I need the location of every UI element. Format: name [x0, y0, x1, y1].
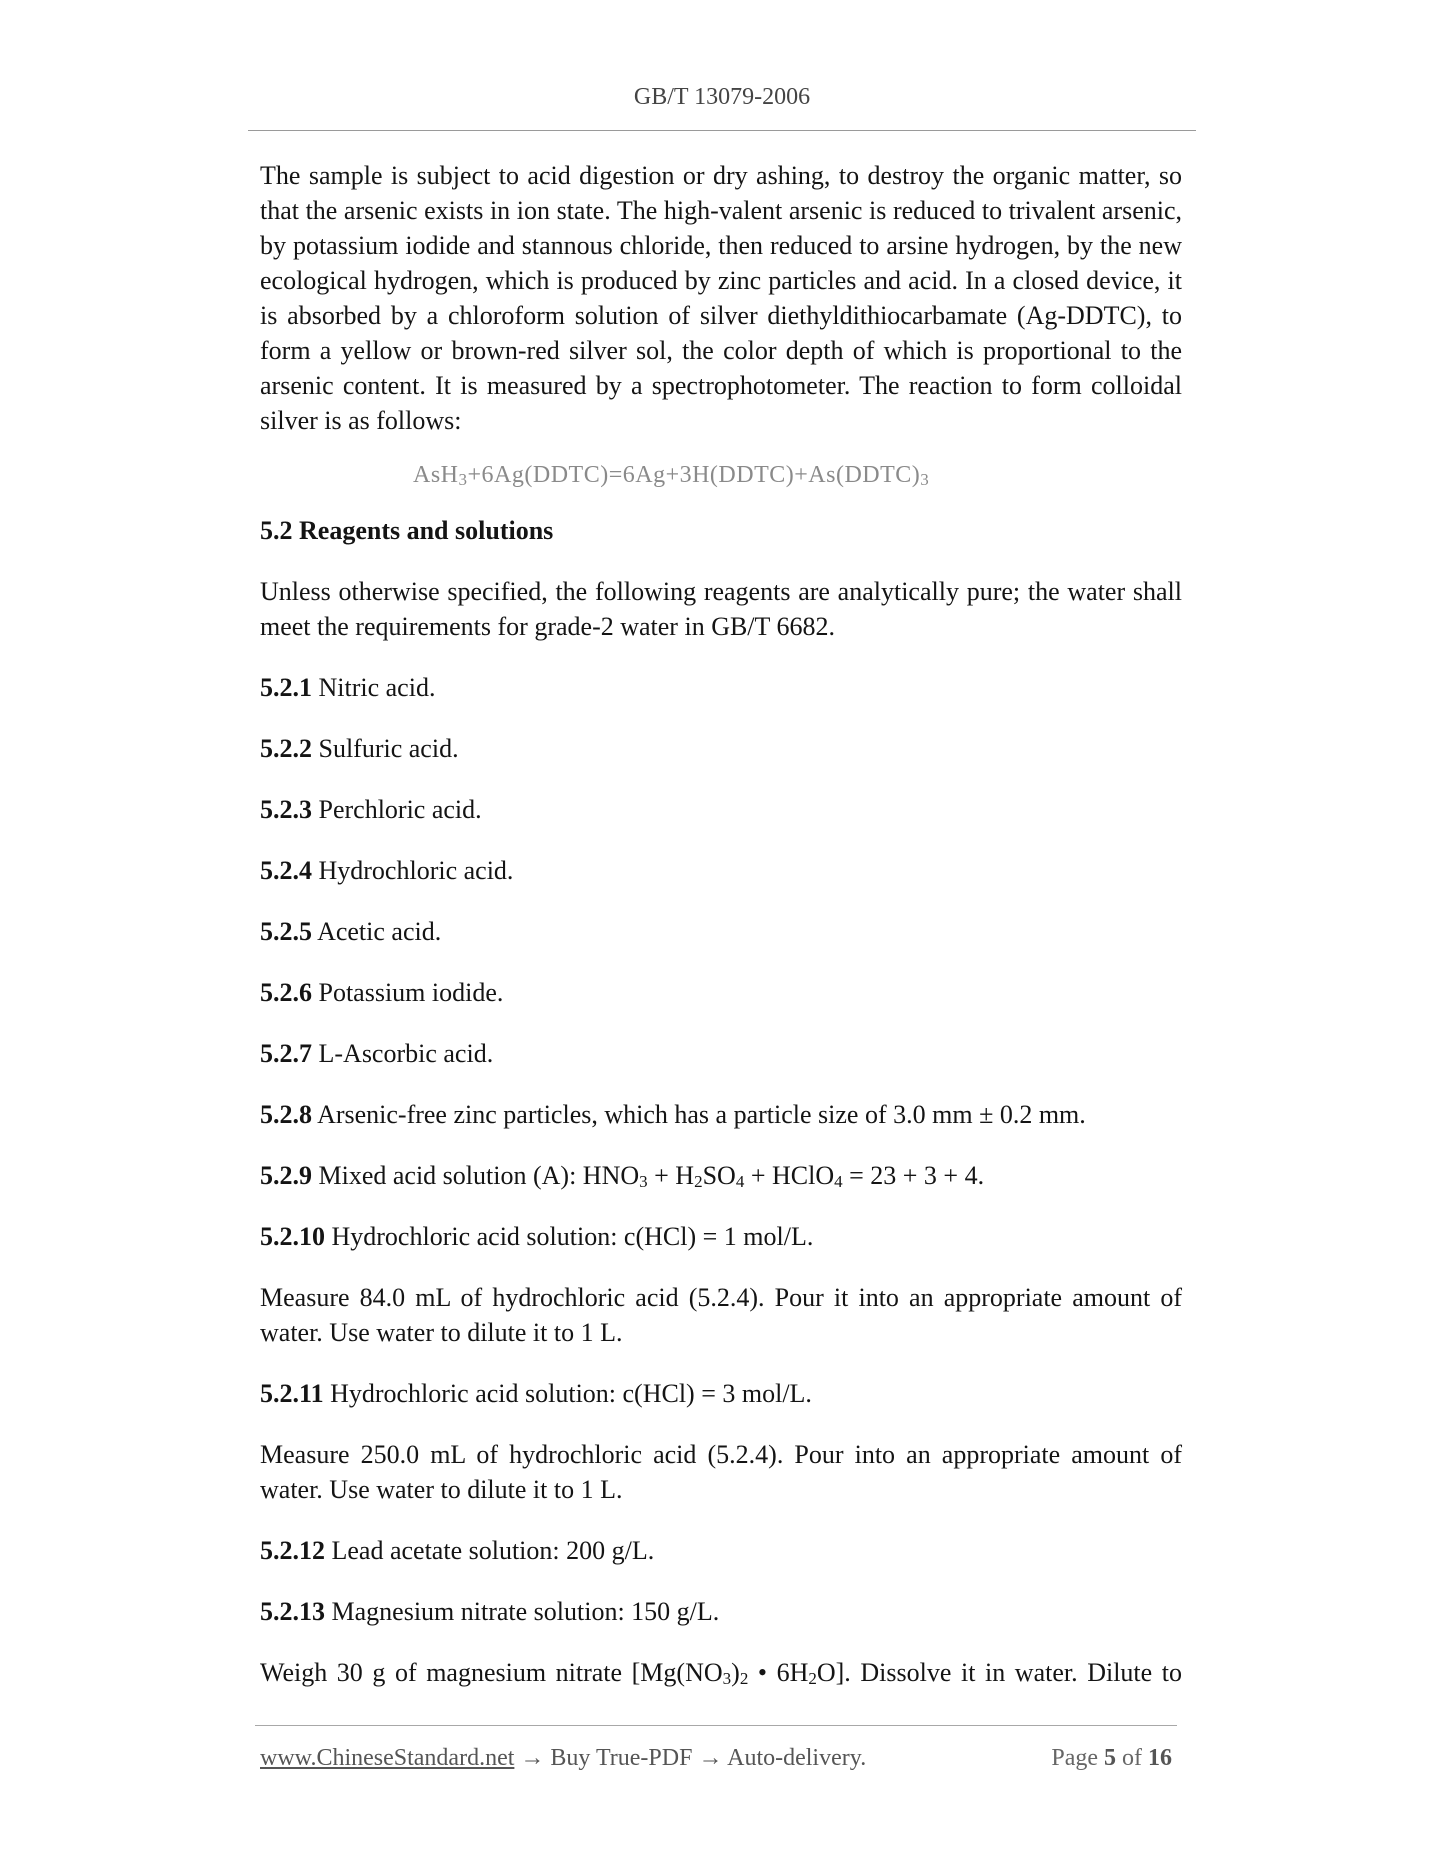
list-item — [260, 853, 1182, 888]
item-text: Arsenic-free zinc particles, which has a particle size of 3.0 mm ± 0.2 mm. — [312, 1100, 1086, 1129]
item-text: = 23 + 3 + 4. — [842, 1161, 985, 1190]
item-text: Hydrochloric acid. — [312, 856, 514, 885]
list-item-mixed-acid — [260, 1158, 1182, 1193]
item-text: Potassium iodide. — [312, 978, 504, 1007]
list-item — [260, 975, 1182, 1010]
item-number: 5.2.9 — [260, 1161, 312, 1190]
item-number: 5.2.10 — [260, 1222, 325, 1251]
item-text: Acetic acid. — [312, 917, 442, 946]
formula-subscript: 3 — [639, 1172, 648, 1191]
item-text: Magnesium nitrate solution: 150 g/L. — [325, 1597, 720, 1626]
list-item — [260, 1376, 1182, 1411]
item-number: 5.2.11 — [260, 1379, 324, 1408]
equation-subscript: 3 — [920, 470, 930, 489]
header-divider — [248, 130, 1196, 131]
item-text: L-Ascorbic acid. — [312, 1039, 494, 1068]
page-indicator — [1051, 1745, 1172, 1772]
item-text: Nitric acid. — [312, 673, 436, 702]
item-detail: Measure 250.0 mL of hydrochloric acid (5.2.4). Pour into an appropriate amount of water. Use water to dilute it to 1 L. — [260, 1440, 1182, 1504]
list-item — [260, 1219, 1182, 1254]
item-number: 5.2.12 — [260, 1536, 325, 1565]
item-text: Hydrochloric acid solution: c(HCl) = 1 mol/L. — [325, 1222, 814, 1251]
item-detail — [260, 1655, 1182, 1690]
item-number: 5.2.13 — [260, 1597, 325, 1626]
item-text: Lead acetate solution: 200 g/L. — [325, 1536, 655, 1565]
list-item — [260, 1594, 1182, 1629]
list-item — [260, 670, 1182, 705]
reaction-equation — [260, 458, 1182, 493]
formula-subscript: 2 — [808, 1669, 817, 1688]
equation-subscript: 3 — [458, 470, 468, 489]
list-item — [260, 731, 1182, 766]
item-text: SO — [702, 1161, 736, 1190]
list-item — [260, 1097, 1182, 1132]
item-text: + HClO — [744, 1161, 835, 1190]
footer-promo — [260, 1745, 866, 1772]
item-number: 5.2.4 — [260, 856, 312, 885]
item-text: Hydrochloric acid solution: c(HCl) = 3 mol/L. — [323, 1379, 812, 1408]
equation-part: +6Ag(DDTC)=6Ag+3H(DDTC)+As(DDTC) — [467, 462, 921, 488]
item-detail: Measure 84.0 mL of hydrochloric acid (5.2.4). Pour it into an appropriate amount of water. Use water to dilute it to 1 L. — [260, 1283, 1182, 1347]
item-text: Mixed acid solution (A): HNO — [312, 1161, 640, 1190]
formula-subscript: 3 — [722, 1669, 732, 1688]
page-label: Page — [1051, 1745, 1104, 1771]
formula-subscript: 4 — [735, 1172, 745, 1191]
item-number: 5.2.8 — [260, 1100, 312, 1129]
item-text: Sulfuric acid. — [312, 734, 459, 763]
item-number: 5.2.5 — [260, 917, 312, 946]
principle-paragraph: The sample is subject to acid digestion or dry ashing, to destroy the organic matter, so that the arsenic exists in ion state. The high-valent arsenic is reduced to trivalent arsenic, by potassium iodide and stannous chloride, then reduced to arsine hydrogen, by the new ecological hydrogen, which is produced by zinc particles and acid. In a closed device, it is absorbed by a chloroform solution of silver diethyldithiocarbamate (Ag-DDTC), to form a yellow or brown-red silver sol, the color depth of which is proportional to the arsenic content. It is measured by a spectrophotometer. The reaction to form colloidal silver is as follows: — [260, 161, 1182, 435]
running-header: GB/T 13079-2006 — [633, 84, 811, 110]
item-text: Perchloric acid. — [312, 795, 482, 824]
website-link[interactable]: www.ChineseStandard.net — [260, 1745, 515, 1771]
current-page-number: 5 — [1104, 1745, 1116, 1771]
document-body — [260, 158, 1182, 1690]
list-item — [260, 1533, 1182, 1568]
detail-text: O]. Dissolve it in water. Dilute to — [816, 1658, 1182, 1687]
formula-subscript: 2 — [739, 1669, 749, 1688]
detail-text: Weigh 30 g of magnesium nitrate [Mg(NO — [260, 1658, 723, 1687]
formula-subscript: 4 — [834, 1172, 843, 1191]
list-item — [260, 914, 1182, 949]
list-item — [260, 792, 1182, 827]
item-number: 5.2.3 — [260, 795, 312, 824]
detail-text: ) — [731, 1658, 740, 1687]
item-number: 5.2.7 — [260, 1039, 312, 1068]
formula-subscript: 2 — [694, 1172, 703, 1191]
equation-part: AsH — [413, 462, 459, 488]
detail-text: • 6H — [748, 1658, 809, 1687]
footer-divider — [255, 1725, 1177, 1726]
item-number: 5.2.1 — [260, 673, 312, 702]
of-label: of — [1116, 1745, 1148, 1771]
total-pages: 16 — [1148, 1745, 1172, 1771]
item-number: 5.2.2 — [260, 734, 312, 763]
item-number: 5.2.6 — [260, 978, 312, 1007]
section-heading: 5.2 Reagents and solutions — [260, 516, 554, 545]
list-item — [260, 1036, 1182, 1071]
footer-promo-text: → Buy True-PDF → Auto-delivery. — [514, 1745, 867, 1771]
section-intro: Unless otherwise specified, the following reagents are analytically pure; the water shall meet the requirements for grade-2 water in GB/T 6682. — [260, 577, 1182, 641]
item-text: + H — [647, 1161, 695, 1190]
